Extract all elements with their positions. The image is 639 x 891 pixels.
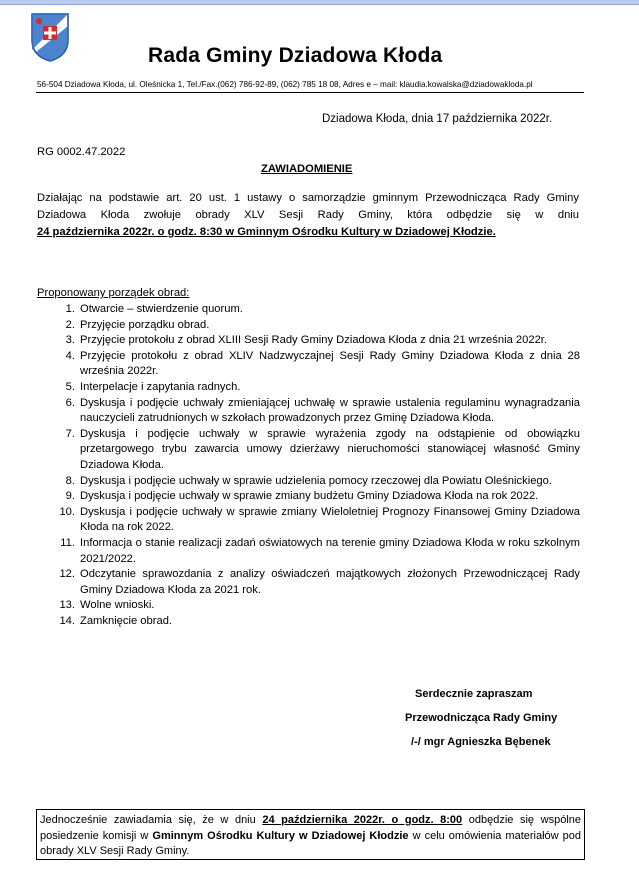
agenda-item-text: Dyskusja i podjęcie uchwały w sprawie zmiany budżetu Gminy Dziadowa Kłoda na rok 2022. <box>80 490 539 503</box>
notice-text: w celu omówienia materiałów pod obrady XLV Sesji Rady Gminy. <box>40 829 582 858</box>
agenda-item <box>37 302 580 318</box>
agenda-title: Proponowany porządek obrad: <box>37 287 190 299</box>
agenda-item <box>37 489 580 505</box>
agenda-item-number: 5. <box>65 380 75 393</box>
agenda-item-text: Interpelacje i zapytania radnych. <box>80 380 241 393</box>
agenda-item-text: Dyskusja i podjęcie uchwały w sprawie wyrażenia zgody na odstąpienie od obowiązku przetargowego trybu zawarcia umowy dzierżawy nieruchomości stanowiącej własność Gminy Dziadowa Kłoda. <box>80 427 580 471</box>
place-and-date: Dziadowa Kłoda, dnia 17 października 2022r. <box>322 113 553 125</box>
agenda-item-text: Przyjęcie protokołu z obrad XLIV Nadzwyczajnej Sesji Rady Gminy Dziadowa Kłoda z dnia 28 września 2022r. <box>80 349 580 378</box>
agenda-item-number: 1. <box>65 303 75 315</box>
agenda-item-number: 8. <box>65 474 75 487</box>
header-divider <box>36 92 584 93</box>
signature-role: Przewodnicząca Rady Gminy <box>405 712 558 724</box>
agenda-item-number: 4. <box>65 349 75 362</box>
notice-text: odbędzie się wspólne posiedzenie komisji w <box>40 814 581 842</box>
agenda-item-number: 10. <box>59 505 75 518</box>
reference-number: RG 0002.47.2022 <box>37 146 126 158</box>
agenda-item-text: Informacja o stanie realizacji zadań oświatowych na terenie gminy Dziadowa Kłoda w roku szkolnym 2021/2022. <box>80 536 580 565</box>
intro-line-1: Działając na podstawie art. 20 ust. 1 ustawy o samorządzie gminnym Przewodnicząca Rady Gminy <box>37 192 579 204</box>
agenda-item-text: Dyskusja i podjęcie uchwały w sprawie udzielenia pomocy rzeczowej dla Powiatu Oleśnickiego. <box>80 474 552 487</box>
agenda-item-number: 13. <box>59 599 75 612</box>
agenda-item <box>37 598 580 614</box>
agenda-item-number: 6. <box>65 396 75 409</box>
agenda-item-number: 12. <box>59 568 75 581</box>
agenda-item-number: 11. <box>60 536 75 549</box>
agenda-item <box>37 474 580 490</box>
agenda-item-text: Zamknięcie obrad. <box>80 614 173 627</box>
notice-text: Jednocześnie zawiadamia się, że w dniu <box>40 814 263 826</box>
agenda-item <box>37 427 580 474</box>
coat-of-arms-icon <box>30 12 70 62</box>
agenda-item-number: 3. <box>65 334 75 347</box>
agenda-item <box>37 567 580 598</box>
agenda-item <box>37 318 580 334</box>
agenda-item-number: 14. <box>59 614 75 627</box>
council-title: Rada Gminy Dziadowa Kłoda <box>148 44 443 67</box>
agenda-item <box>37 349 580 380</box>
agenda-item-number: 7. <box>65 427 75 440</box>
intro-line-3-session-date: 24 października 2022r. o godz. 8:30 w Gminnym Ośrodku Kultury w Dziadowej Kłodzie. <box>37 226 496 238</box>
agenda-item <box>37 396 580 427</box>
agenda-item <box>37 505 580 536</box>
agenda-item-number: 2. <box>65 318 75 331</box>
signature-greeting: Serdecznie zapraszam <box>415 688 533 700</box>
agenda-item <box>37 614 580 630</box>
agenda-item-number: 9. <box>65 490 75 503</box>
intro-paragraph <box>37 190 579 241</box>
notice-place: Gminnym Ośrodku Kultury w Dziadowej Kłodzie <box>152 829 409 842</box>
agenda-item-text: Odczytanie sprawozdania z analizy oświadczeń majątkowych złożonych Przewodniczącej Rady Gminy Dziadowa Kłoda za 2021 rok. <box>80 568 580 596</box>
notice-date: 24 października 2022r. o godz. 8:00 <box>262 814 463 826</box>
agenda-item-text: Dyskusja i podjęcie uchwały zmieniającej uchwałę w sprawie ustalenia regulaminu wynagradzania nauczycieli zatrudnionych w szkołach prowadzonych przez Gminę Dziadowa Kłoda. <box>80 396 580 425</box>
agenda-list <box>37 302 580 629</box>
agenda-item-text: Dyskusja i podjęcie uchwały w sprawie zmiany Wieloletniej Prognozy Finansowej Gminy Dziadowa Kłoda na rok 2022. <box>80 505 580 534</box>
agenda-item-text: Przyjęcie protokołu z obrad XLIII Sesji Rady Gminy Dziadowa Kłoda z dnia 21 września 2022r. <box>80 334 548 347</box>
signature-name: /-/ mgr Agnieszka Bębenek <box>411 736 551 748</box>
window-top-bar <box>0 0 639 5</box>
document-heading: ZAWIADOMIENIE <box>261 163 353 175</box>
joint-committee-notice <box>36 809 585 860</box>
agenda-item <box>37 333 580 349</box>
agenda-item <box>37 536 580 567</box>
agenda-item-text: Wolne wnioski. <box>80 599 155 612</box>
intro-line-2: Dziadowa Kłoda zwołuje obrady XLV Sesji Rady Gminy, która odbędzie się w dniu <box>37 209 579 221</box>
agenda-item-text: Otwarcie – stwierdzenie quorum. <box>80 303 243 315</box>
agenda-item-text: Przyjęcie porządku obrad. <box>80 318 210 331</box>
council-address: 56-504 Dziadowa Kłoda, ul. Oleśnicka 1, Tel./Fax.(062) 786-92-89, (062) 785 18 08, Adres e – mail: klaudia.kowalska@dziadowakloda.pl <box>37 80 533 89</box>
agenda-item <box>37 380 580 396</box>
